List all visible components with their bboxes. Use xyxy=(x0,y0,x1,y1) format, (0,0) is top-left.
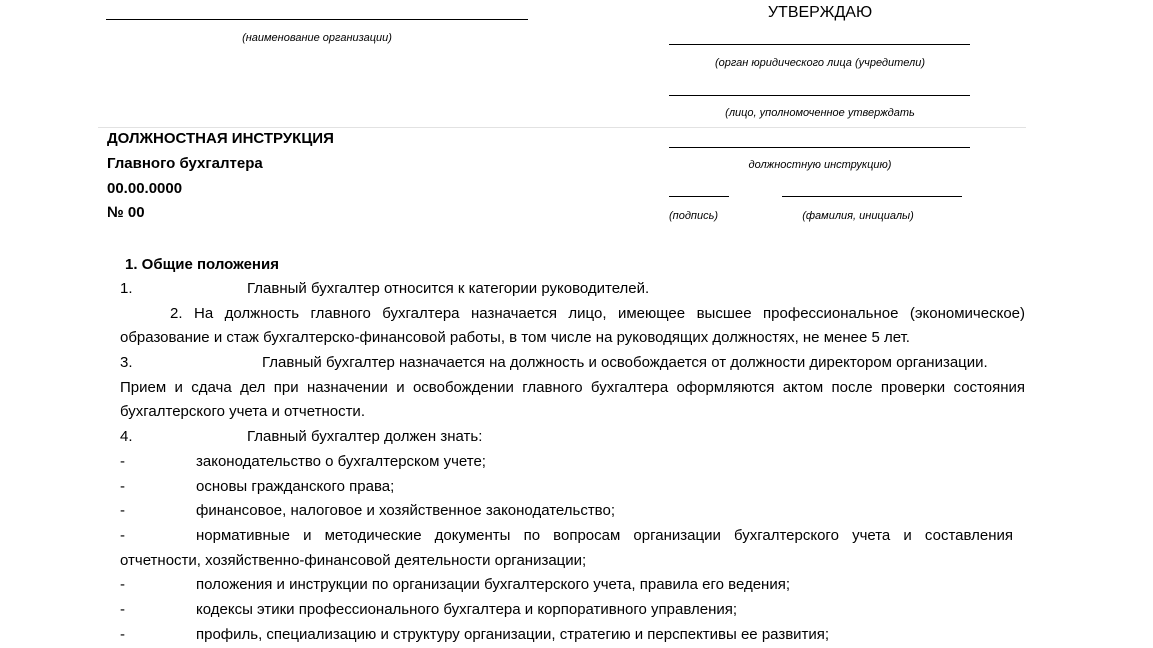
approve-caption-2: (лицо, уполномоченное утверждать xyxy=(725,107,915,119)
bullet-dash: - xyxy=(120,626,125,643)
list-item: кодексы этики профессионального бухгалтера и корпоративного управления; xyxy=(196,601,738,618)
list-item: профиль, специализацию и структуру организации, стратегию и перспективы ее развития; xyxy=(196,626,830,643)
approve-caption-1: (орган юридического лица (учредители) xyxy=(714,57,926,69)
section-heading: 1. Общие положения xyxy=(125,256,279,273)
bullet-dash: - xyxy=(120,527,125,544)
p3-number: 3. xyxy=(120,354,133,371)
bullet-dash: - xyxy=(120,502,125,519)
signature-line xyxy=(669,196,729,197)
bullet-dash: - xyxy=(120,453,125,470)
list-item: основы гражданского права; xyxy=(196,478,395,495)
approve-title: УТВЕРЖДАЮ xyxy=(767,4,873,21)
list-item: нормативные и методические документы по вопросам организации бухгалтерского учета и составления xyxy=(196,527,1013,544)
p4-text: Главный бухгалтер должен знать: xyxy=(247,428,483,445)
doc-date: 00.00.0000 xyxy=(107,180,183,197)
name-line xyxy=(782,196,962,197)
approve-line-3 xyxy=(669,147,970,148)
signature-caption: (подпись) xyxy=(669,210,719,222)
bullet-dash: - xyxy=(120,478,125,495)
approve-caption-3: должностную инструкцию) xyxy=(748,159,892,171)
org-name-caption: (наименование организации) xyxy=(242,32,392,44)
p1-text: Главный бухгалтер относится к категории руководителей. xyxy=(247,280,650,297)
bullet-dash: - xyxy=(120,576,125,593)
p3-line-1: Главный бухгалтер назначается на должность и освобождается от должности директором организации. xyxy=(262,354,988,371)
p1-number: 1. xyxy=(120,280,133,297)
approve-line-1 xyxy=(669,44,970,45)
list-item: положения и инструкции по организации бухгалтерского учета, правила его ведения; xyxy=(196,576,791,593)
p4-number: 4. xyxy=(120,428,133,445)
p3-line-2: Прием и сдача дел при назначении и освобождении главного бухгалтера оформляются актом после проверки состояния xyxy=(120,379,1025,396)
approve-line-2 xyxy=(669,95,970,96)
list-item: законодательство о бухгалтерском учете; xyxy=(196,453,486,470)
doc-subtitle: Главного бухгалтера xyxy=(107,155,263,172)
p3-line-3: бухгалтерского учета и отчетности. xyxy=(120,403,365,420)
name-caption: (фамилия, инициалы) xyxy=(802,210,914,222)
org-name-line xyxy=(106,19,528,20)
doc-title: ДОЛЖНОСТНАЯ ИНСТРУКЦИЯ xyxy=(107,130,334,147)
bullet-dash: - xyxy=(120,601,125,618)
list-item-continuation: отчетности, хозяйственно-финансовой деятельности организации; xyxy=(120,552,587,569)
p2-line-2: образование и стаж бухгалтерско-финансовой работы, в том числе на руководящих должностях, не менее 5 лет. xyxy=(120,329,910,346)
doc-number: № 00 xyxy=(107,204,145,221)
p2-line-1: 2. На должность главного бухгалтера назначается лицо, имеющее высшее профессиональное (экономическое) xyxy=(170,305,1025,322)
list-item: финансовое, налоговое и хозяйственное законодательство; xyxy=(196,502,615,519)
header-separator xyxy=(98,127,1026,128)
